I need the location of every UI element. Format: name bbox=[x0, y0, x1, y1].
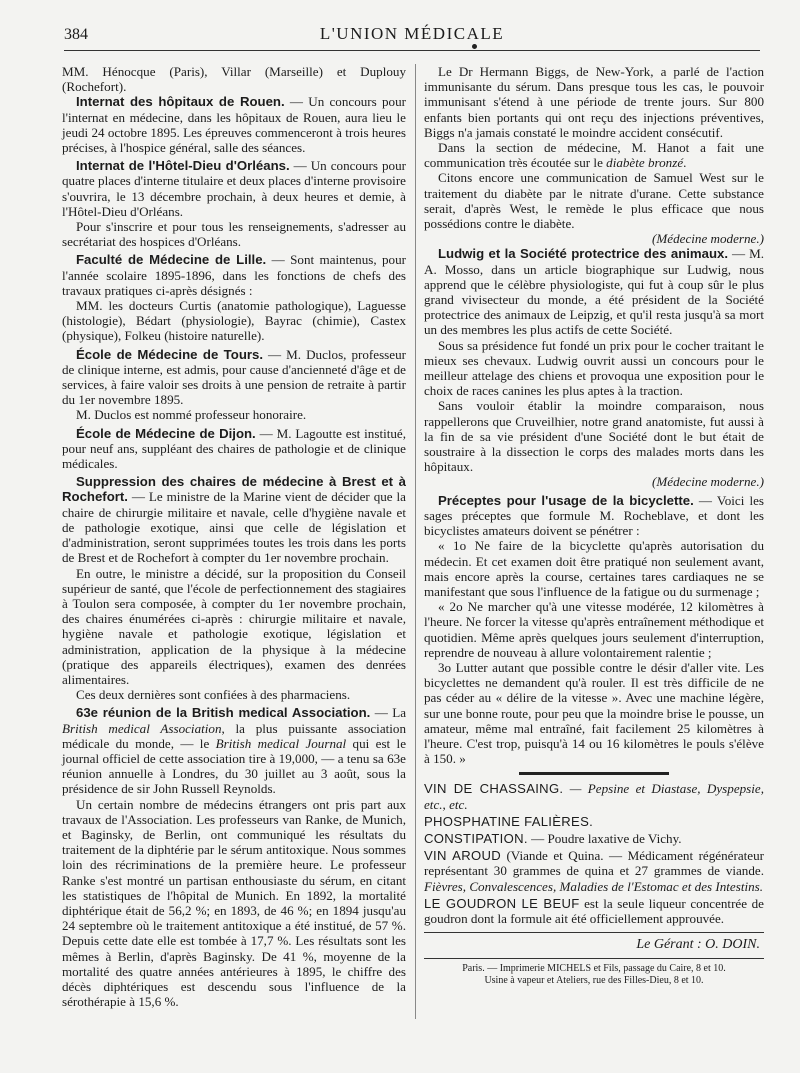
advertisements bbox=[424, 781, 764, 926]
intro-paragraph: MM. Hénocque (Paris), Villar (Marseille) et Duplouy (Rochefort). bbox=[62, 64, 406, 95]
header-ornament bbox=[472, 44, 477, 49]
imprint-rule bbox=[424, 958, 764, 959]
article-dijon bbox=[62, 426, 406, 472]
ad-text: (Viande et Quina. — Médicament régénérateur représentant 30 grammes de quina et 27 grammes de viande. bbox=[424, 848, 764, 879]
ad-name: VIN AROUD bbox=[424, 848, 501, 864]
ad-goudron bbox=[424, 896, 764, 926]
right-column bbox=[424, 64, 764, 987]
article-lille bbox=[62, 252, 406, 343]
ad-text: — Poudre laxative de Vichy. bbox=[527, 830, 682, 846]
ad-text: est la seule liqueur concentrée de goudron dont la formule ait été officiellement approuvée. bbox=[424, 895, 764, 926]
ad-name: PHOSPHATINE FALIÈRES. bbox=[424, 813, 594, 829]
ad-text: — Pepsine et Diastase, Dyspepsie, etc., etc. bbox=[424, 781, 764, 812]
article-orleans bbox=[62, 158, 406, 249]
article-paragraph bbox=[424, 140, 764, 170]
ad-chassaing bbox=[424, 781, 764, 811]
article-text: — Un concours pour quatre places d'interne titulaire et deux places d'interne provisoire s'ouvrira, le 13 décembre prochain, à deux heures et demie, à l'Hôtel-Dieu d'Orléans. bbox=[62, 158, 406, 219]
article-heading: Internat des hôpitaux de Rouen. bbox=[76, 94, 285, 110]
ad-text: Fièvres, Convalescences, Maladies de l'Estomac et des Intestins. bbox=[424, 878, 764, 894]
article-text: — Le ministre de la Marine vient de décider que la chaire de chirurgie militaire et navale, celle d'hygiène navale et de pathologie exotique, ainsi que celle de législation et d'administration, seront supprimées toutes les trois dans les ports de Brest et de Rochefort à compter du 1er novembre prochain. bbox=[62, 489, 406, 566]
article-text: , la plus puissante association médicale du monde, — le bbox=[62, 720, 407, 751]
disease-name: diabète bronzé bbox=[606, 155, 684, 171]
article-paragraph: Ces deux dernières sont confiées à des pharmaciens. bbox=[76, 687, 351, 703]
article-paragraph: Le Dr Hermann Biggs, de New-York, a parlé de l'action immunisante du sérum. Dans presque tous les cas, le pouvoir immunisant s'étend à une période de trente jours. Sur 800 enfants bien portants qui ont reçu des injections préventives, Biggs n'a jamais constaté le moindre accident consécutif. bbox=[424, 64, 764, 140]
ad-vin-aroud bbox=[424, 848, 764, 894]
journal-name: British medical Association bbox=[62, 720, 222, 736]
article-text: — M. Lagoutte est institué, pour neuf ans, suppléant des chaires de pathologie et de clinique médicales. bbox=[62, 425, 406, 472]
article-brest-rochefort bbox=[62, 474, 406, 702]
article-text: — M. A. Mosso, dans un article biographique sur Ludwig, nous apprend que le célèbre physiologiste, qui fut à coup sûr le plus grand vivisecteur du monde, a été président de la Société protectrice des animaux de Leipzig, et qu'il resta jusqu'à sa mort un des membres les plus actifs de cette Société. bbox=[424, 246, 764, 338]
precept-item: « 1o Ne faire de la bicyclette qu'après autorisation du médecin. Et cet examen doit être pratiqué non seulement avant, mais encore après la course, certaines tares cardiaques ne se manifestant que sous l'influence de la fatigue ou du surmenage ; bbox=[424, 538, 764, 599]
article-heading: Internat de l'Hôtel-Dieu d'Orléans. bbox=[76, 158, 290, 174]
article-paragraph: Un certain nombre de médecins étrangers ont pris part aux travaux de l'Association. Les professeurs van Ranke, de Munich, et Baginsky, de Berlin, ont communiqué les résultats du traitement de la diphtérie par le sérum antitoxique. Nous sommes loin des récriminations de la première heure. Le professeur Ranke s'est montré un partisan enthousiaste du sérum, en citant les statistiques de l'hôpital de Munich. En 1892, la mortalité diphtérique était de 56,2 %; en 1893, de 46 %; en 1894 jusqu'au 24 septembre où le traitement antitoxique a été institué, de 57 %. Depuis cette date elle est tombée à 17,7 %. Les résultats sont les mêmes à Berlin, d'après Baginsky. De 41 %, moyenne de la mortalité des quatre années antérieures à 1895, le chiffre des décès diphtériques est descendu sous l'influence de la sérothérapie à 15,6 %. bbox=[62, 796, 406, 1010]
article-paragraph: En outre, le ministre a décidé, sur la proposition du Conseil supérieur de santé, que l'école de perfectionnement des stagiaires à Toulon sera composée, à compter du 1er novembre prochain, des chaires énumérées ci-après : chirurgie militaire et navale, hygiène navale et pathologie exotique, législation et administration, application de la physique à la médecine (pratique des appareils électriques), examen des denrées alimentaires. bbox=[62, 565, 406, 687]
article-text: Dans la section de médecine, M. Hanot a fait une communication très écoutée sur le bbox=[424, 140, 764, 171]
article-text: — Un concours pour l'internat en médecine, dans les hôpitaux de Rouen, aura lieu le jeudi 24 octobre 1895. Les épreuves commenceront à trois heures précises, à l'hospice général, salle des séances. bbox=[62, 94, 406, 156]
article-text: — M. Duclos, professeur de clinique interne, est admis, pour cause d'ancienneté d'âge et de services, à faire valoir ses droits à une pension de retraite à partir du 1er novembre 1895. bbox=[62, 346, 406, 408]
article-text: — La bbox=[370, 705, 407, 721]
article-heading: Ludwig et la Société protectrice des animaux. bbox=[438, 246, 729, 262]
gerant-rule bbox=[424, 932, 764, 933]
header-rule bbox=[64, 50, 760, 51]
article-paragraph: Pour s'inscrire et pour tous les renseignements, s'adresser au secrétariat des hospices d'Orléans. bbox=[62, 219, 406, 250]
imprint-line: Paris. — Imprimerie MICHELS et Fils, passage du Caire, 8 et 10. bbox=[462, 963, 726, 975]
precept-item: « 2o Ne marcher qu'à une vitesse modérée, 12 kilomètres à l'heure. Ne forcer la vitesse qu'après entraînement méthodique et quotidien. Même après quelques jours seulement d'interruption, reprendre de nouveau à allure volontairement ralentie ; bbox=[424, 599, 764, 660]
page-number: 384 bbox=[64, 26, 88, 43]
article-paragraph: M. Duclos est nommé professeur honoraire. bbox=[76, 407, 307, 423]
article-heading: 63e réunion de la British medical Association. bbox=[76, 705, 371, 721]
column-divider bbox=[415, 64, 416, 1019]
article-text: — Voici les sages préceptes que formule M. Rocheblave, et dont les bicyclistes amateurs doivent se pénétrer : bbox=[424, 492, 765, 539]
ad-name: CONSTIPATION. bbox=[424, 830, 528, 846]
article-bicyclette bbox=[424, 493, 764, 767]
imprint-line: Usine à vapeur et Ateliers, rue des Filles-Dieu, 8 et 10. bbox=[484, 975, 704, 987]
source-citation: (Médecine moderne.) bbox=[652, 231, 764, 247]
article-paragraph: Sans vouloir établir la moindre comparaison, nous rappellerons que Cruveilhier, notre grand anatomiste, fut aussi à la fin de sa vie président d'une Société dont le but était de soustraire à la dissection le corps des malades morts dans les hôpitaux. bbox=[424, 398, 764, 475]
precept-item: 3o Lutter autant que possible contre le désir d'aller vite. Les bicyclettes ne demandent qu'à rouler. Il est très difficile de ne pas céder au « délire de la vitesse ». Avec une machine légère, sur une bonne route, pour peu que la moindre brise le pousse, un amateur, même mal entraîné, fait facilement 25 kilomètres à l'heure. C'est trop, puisqu'à 14 ou 16 kilomètres le pouls s'élève à 150. » bbox=[424, 659, 764, 767]
article-heading: Suppression des chaires de médecine à Brest et à Rochefort. bbox=[62, 474, 406, 505]
article-ludwig bbox=[424, 246, 764, 489]
left-column bbox=[62, 64, 406, 1012]
article-heading: Faculté de Médecine de Lille. bbox=[76, 252, 267, 268]
article-paragraph: MM. les docteurs Curtis (anatomie pathologique), Laguesse (histologie), Bédart (physiologie), Bayrac (chimie), Castex (physique), Folkeu (histoire naturelle). bbox=[62, 298, 406, 344]
article-rouen bbox=[62, 94, 406, 155]
article-paragraph: Citons encore une communication de Samuel West sur le traitement du diabète par le nitrate d'urane. Cette substance serait, d'après West, le remède le plus efficace que nous possédions contre le diabète. bbox=[424, 170, 764, 232]
article-british-medical-association bbox=[62, 705, 406, 1009]
article-text: — Sont maintenus, pour l'année scolaire 1895-1896, dans les fonctions de chefs des travaux pratiques ci-après désignés : bbox=[62, 252, 407, 298]
article-tours bbox=[62, 347, 406, 423]
article-paragraph: Sous sa présidence fut fondé un prix pour le cocher traitant le mieux ses chevaux. Ludwig ouvrit aussi un concours pour le meilleur attelage des chiens et provoqua une exposition pour le choix de races canines les plus aptes à la traction. bbox=[424, 337, 764, 399]
running-title: L'UNION MÉDICALE bbox=[319, 24, 505, 43]
source-citation: (Médecine moderne.) bbox=[652, 474, 764, 490]
gerant-signature: Le Gérant : O. DOIN. bbox=[636, 937, 760, 953]
page-header bbox=[64, 22, 760, 52]
ad-constipation bbox=[424, 831, 764, 846]
printer-imprint bbox=[424, 963, 764, 987]
ads-separator bbox=[519, 772, 669, 775]
article-heading: Préceptes pour l'usage de la bicyclette. bbox=[438, 492, 694, 508]
ad-phosphatine bbox=[424, 814, 764, 829]
journal-name: British medical Journal bbox=[215, 735, 347, 751]
ad-name: VIN DE CHASSAING. bbox=[424, 781, 564, 797]
article-heading: École de Médecine de Dijon. bbox=[76, 425, 256, 441]
article-text: qui est le journal officiel de cette association tire à 19,000, — a tenu sa 63e réunion annuelle à Londres, du 30 juillet au 3 août, sous la présidence de sir John Russell Reynolds. bbox=[62, 735, 407, 797]
article-text: . bbox=[683, 155, 687, 171]
article-heading: École de Médecine de Tours. bbox=[76, 346, 264, 362]
ad-name: LE GOUDRON LE BEUF bbox=[424, 895, 580, 911]
